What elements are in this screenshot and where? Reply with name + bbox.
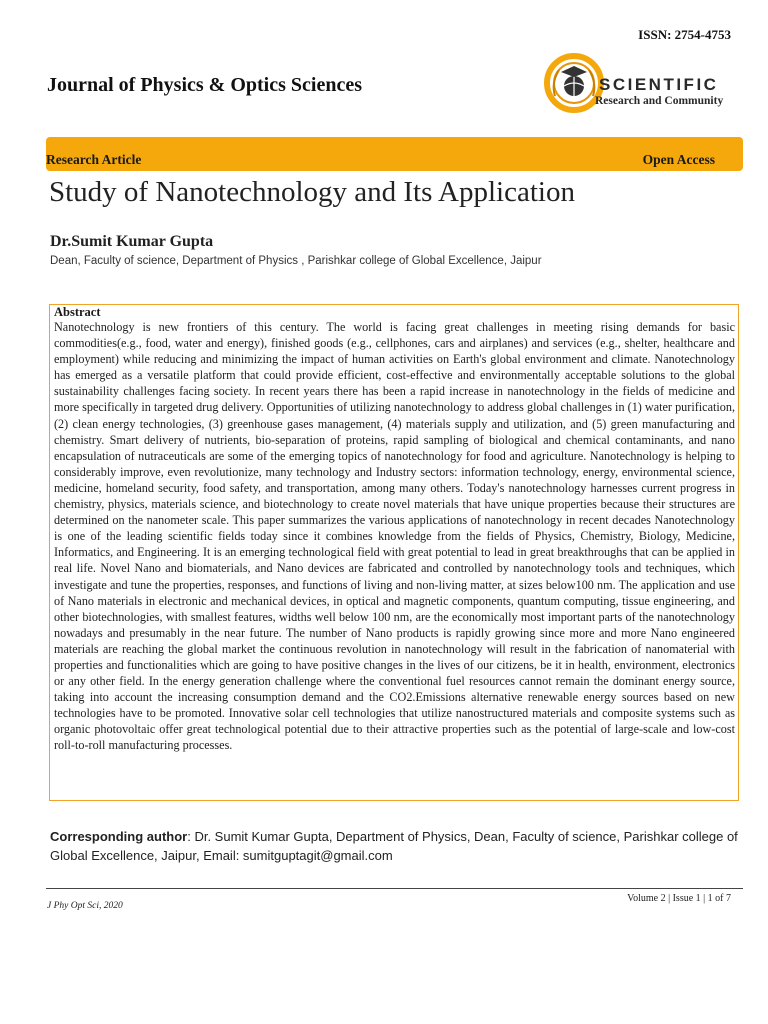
corresponding-author-label: Corresponding author: [50, 829, 188, 844]
article-type-band: [46, 137, 743, 171]
logo-wordmark: SCIENTIFIC: [599, 75, 719, 94]
open-access-label: Open Access: [642, 152, 715, 167]
footer-citation: J Phy Opt Sci, 2020: [47, 901, 123, 911]
article-title: Study of Nanotechnology and Its Application: [49, 176, 575, 208]
abstract-text: Nanotechnology is new frontiers of this century. The world is facing great challenges in meeting rising demands for basic commodities(e.g., food, water and energy), finished goods (e.g., cellphones, cars and airplanes) and services (e.g., shelter, healthcare and employment) while reducing and minimizing the impact of human activities on Earth's global environment and climate. Nanotechnology has emerged as a versatile platform that could provide efficient, cost-effective and environmentally acceptable solutions to the global sustainability challenges facing society. In recent years there has been a rapid increase in nanotechnology in the fields of medicine and more specifically in targeted drug delivery. Opportunities of utilizing nanotechnology to address global challenges in (1) water purification, (2) clean energy technologies, (3) greenhouse gases management, (4) materials supply and utilization, and (5) green manufacturing and chemistry. Smart delivery of nutrients, bio-separation of proteins, rapid sampling of biological and chemical contaminants, and nano encapsulation of nutraceuticals are some of the emerging topics of nanotechnology for food and agriculture. Nanotechnology is helping to considerably improve, even revolutionize, many technology and Industry sectors: information technology, energy, environmental science, medicine, homeland security, food safety, and transportation, among many others. Today's nanotechnology harnesses current progress in chemistry, physics, materials science, and biotechnology to create novel materials that have unique properties because their structures are determined on the nanometer scale. This paper summarizes the various applications of nanotechnology in recent decades Nanotechnology is one of the leading scientific fields today since it combines knowledge from the fields of Physics, Chemistry, Biology, Medicine, Informatics, and Engineering. It is an emerging technological field with great potential to lead in great breakthroughs that can be applied in real life. Novel Nano and biomaterials, and Nano devices are fabricated and controlled by nanotechnology tools and techniques, which investigate and tune the properties, responses, and functions of living and non-living matter, at sizes below100 nm. The application and use of Nano materials in electronic and mechanical devices, in optical and magnetic components, quantum computing, tissue engineering, and other biotechnologies, with smallest features, widths well below 100 nm, are the economically most important parts of the nanotechnology nowadays and presumably in the near future. The number of Nano products is rapidly growing since more and more Nano engineered materials are reaching the global market the continuous revolution in nanotechnology will result in the fabrication of nanomaterial with properties and functionalities which are going to have positive changes in the lives of our citizens, be it in health, environment, electronics or any other field. In the energy generation challenge where the conventional fuel resources cannot remain the dominant energy source, taking into account the increasing consumption demand and the CO2.Emissions alternative renewable energy sources based on new technologies have to be promoted. Innovative solar cell technologies that utilize nanostructured materials and composite systems such as organic photovoltaic offer great technological potential due to their attractive properties such as the potential of large-scale and low-cost roll-to-roll manufacturing processes.: [54, 320, 735, 753]
article-type-label: Research Article: [46, 152, 142, 167]
abstract-box: [49, 304, 739, 801]
corresponding-author: [50, 827, 740, 865]
logo-tagline: Research and Community: [595, 95, 724, 107]
author-name: Dr.Sumit Kumar Gupta: [50, 233, 214, 250]
footer-page-info: Volume 2 | Issue 1 | 1 of 7: [627, 893, 731, 904]
author-affiliation: Dean, Faculty of science, Department of Physics , Parishkar college of Global Excellence, Jaipur: [50, 255, 542, 267]
corresponding-author-text: : Dr. Sumit Kumar Gupta, Department of Physics, Dean, Faculty of science, Parishkar college of Global Excellence, Jaipur, Email: sumitguptagit@gmail.com: [50, 829, 738, 863]
journal-name: Journal of Physics & Optics Sciences: [47, 74, 362, 96]
abstract-heading: Abstract: [54, 305, 101, 319]
publisher-logo: [543, 52, 743, 116]
issn: ISSN: 2754-4753: [638, 27, 731, 42]
footer-divider: [46, 888, 743, 889]
